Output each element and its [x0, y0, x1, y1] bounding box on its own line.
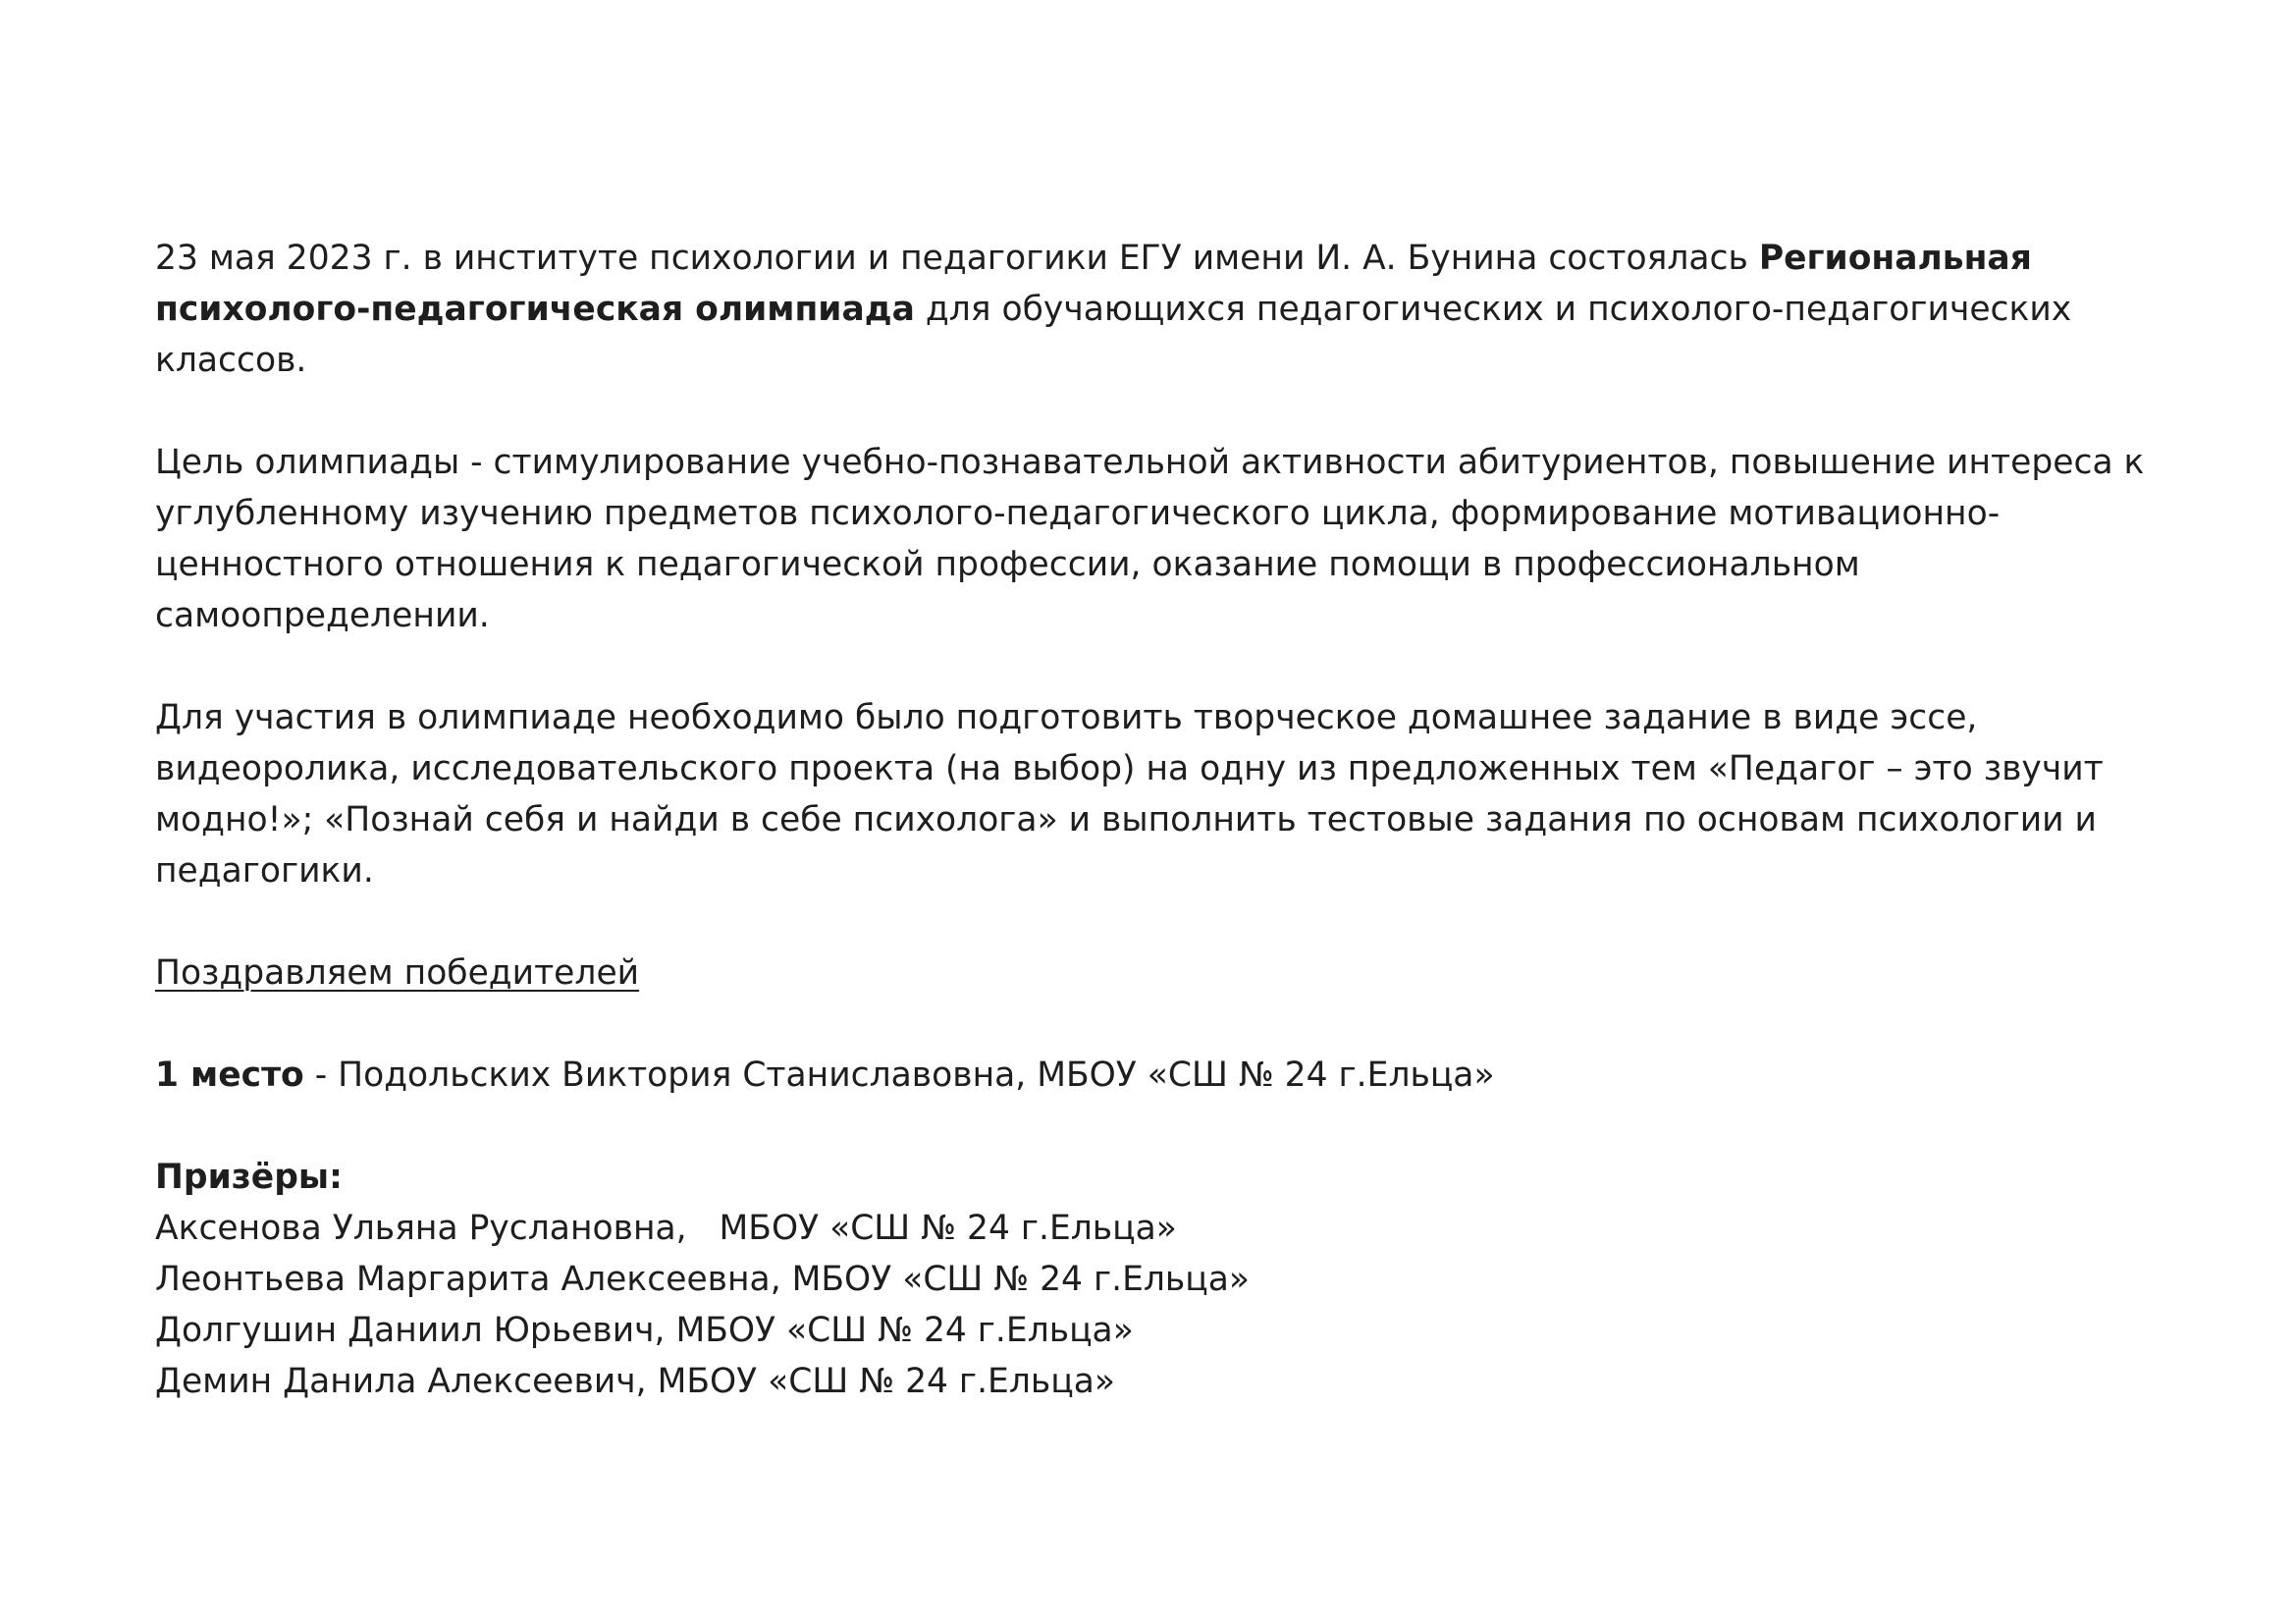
- olympiad-title: Региональная психолого-педагогическая олимпиада: [155, 239, 2032, 329]
- intro-text-end: для обучающихся педагогических и психолого-педагогических классов.: [155, 290, 2072, 380]
- congrats-text: Поздравляем победителей: [155, 953, 640, 993]
- participation-paragraph: Для участия в олимпиаде необходимо было подготовить творческое домашнее задание в виде эссе, видеоролика, исследовательского проекта (на выбор) на одну из предложенных тем «Педагог – это звучит модно!»; «Познай себя и найди в себе психолога» и выполнить тестовые задания по основам психологии и педагогики.: [155, 698, 2104, 891]
- congrats-heading: [155, 947, 2158, 999]
- prizewinner-item: Долгушин Даниил Юрьевич, МБОУ «СШ № 24 г.Ельца»: [155, 1311, 1134, 1350]
- first-place-line: [155, 1050, 2158, 1101]
- document-body: [155, 233, 2158, 1407]
- prizewinner-item: Аксенова Ульяна Руслановна, МБОУ «СШ № 24 г.Ельца»: [155, 1209, 1177, 1248]
- first-place-winner: - Подольских Виктория Станиславовна, МБОУ «СШ № 24 г.Ельца»: [303, 1056, 1495, 1095]
- prizewinner-item: Демин Данила Алексеевич, МБОУ «СШ № 24 г.Ельца»: [155, 1362, 1115, 1401]
- goal-paragraph: Цель олимпиады - стимулирование учебно-познавательной активности абитуриентов, повышение интереса к углубленному изучению предметов психолого-педагогического цикла, формирование мотивационно-ценностного отношения к педагогической профессии, оказание помощи в профессиональном самоопределении.: [155, 443, 2145, 635]
- intro-paragraph: [155, 233, 2158, 386]
- prizewinners-label: Призёры:: [155, 1158, 343, 1197]
- intro-text-start: 23 мая 2023 г. в институте психологии и педагогики ЕГУ имени И. А. Бунина состоялась: [155, 239, 1759, 278]
- prizewinners-heading: [155, 1152, 2158, 1203]
- prizewinners-list: [155, 1203, 2158, 1407]
- first-place-label: 1 место: [155, 1056, 304, 1095]
- prizewinner-item: Леонтьева Маргарита Алексеевна, МБОУ «СШ № 24 г.Ельца»: [155, 1260, 1250, 1299]
